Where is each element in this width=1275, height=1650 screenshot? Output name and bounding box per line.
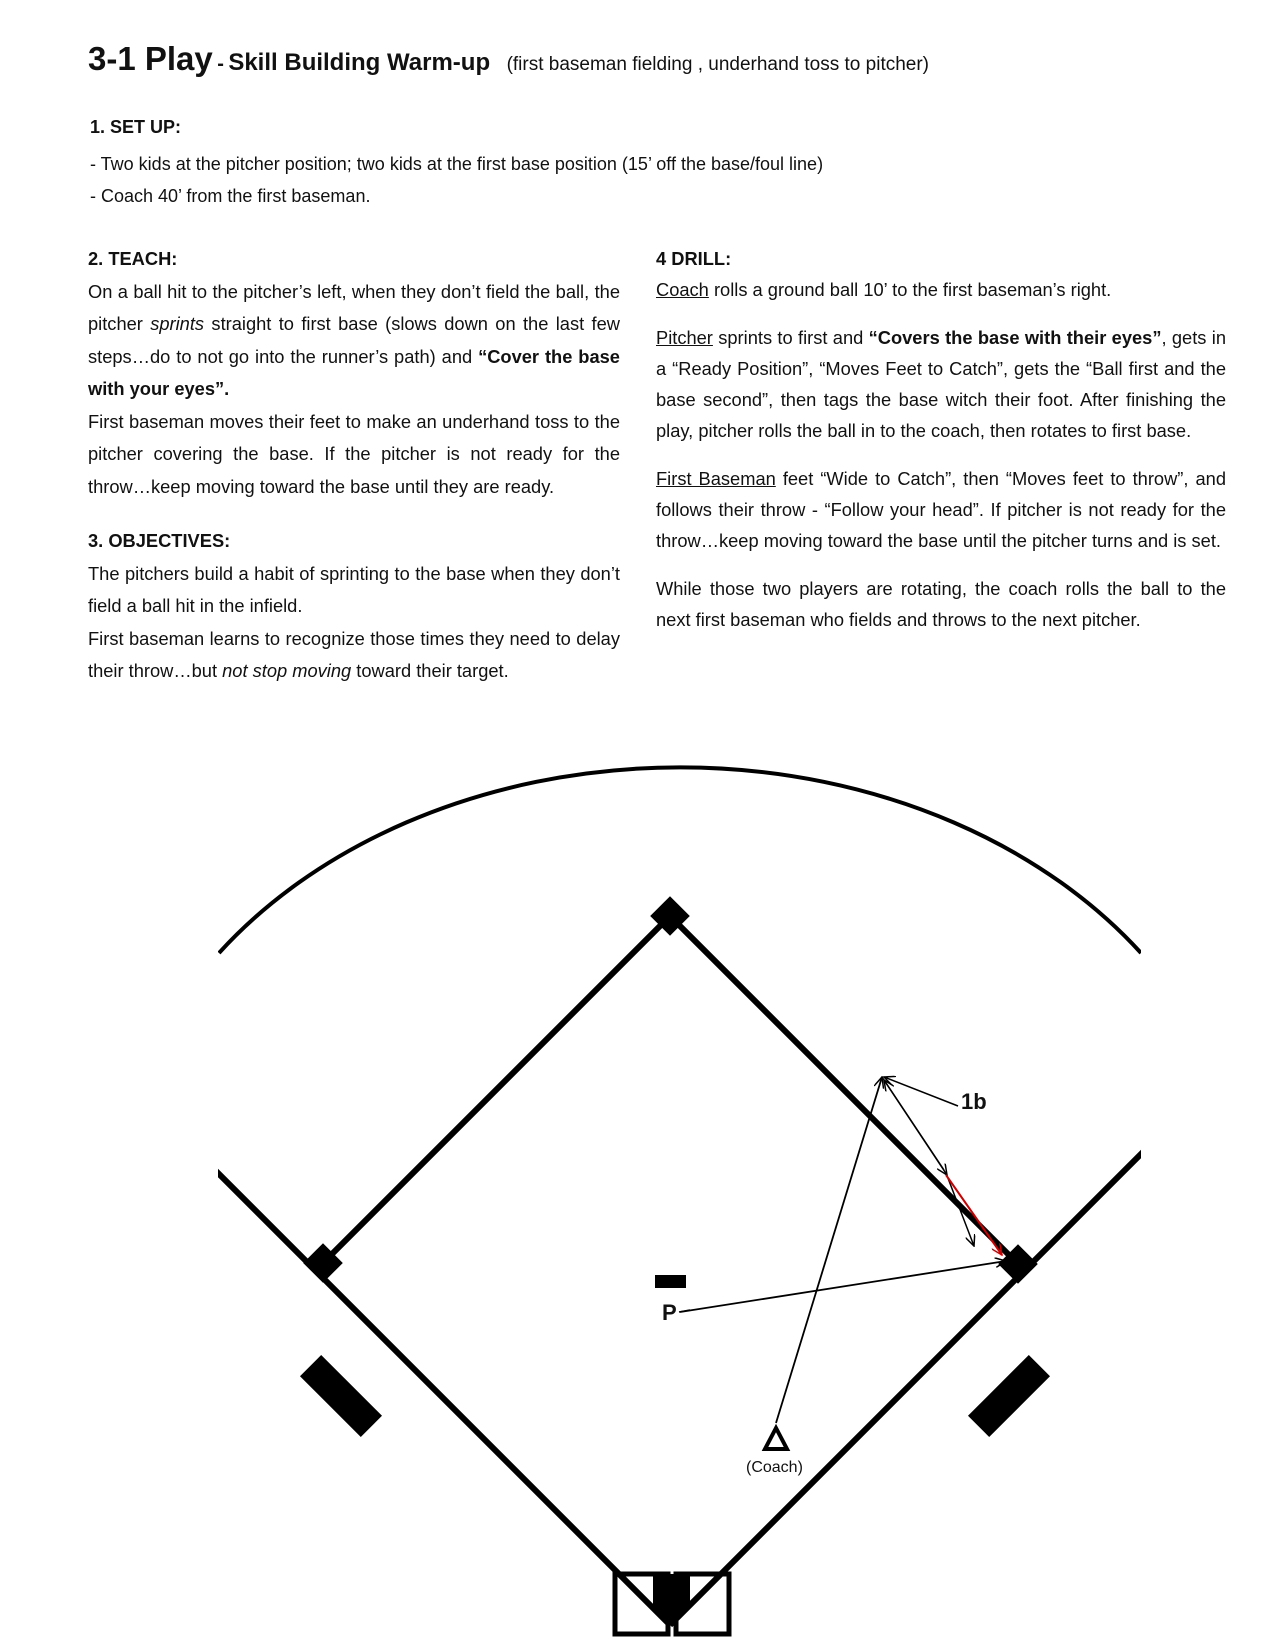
drill-text: , gets in a “Ready Position”, “Moves Feet to Catch”, gets the “Ball first and the base second”, then tags the base witch their foot. After finishing the play, pitcher rolls the ball in to the coach, then rotates to first base. xyxy=(656,327,1226,441)
teach-heading: 2. TEACH: xyxy=(88,248,178,269)
objectives-text-b: toward their target. xyxy=(351,660,509,681)
teach-text-a: On a ball hit to the pitcher’s left, when they don’t field the ball, the pitcher xyxy=(88,280,620,334)
drill-bold: “Covers the base with their eyes” xyxy=(868,327,1162,348)
drill-text: feet “Wide to Catch”, then “Moves feet to throw”, and follows their throw - “Follow your head”. If pitcher is not ready for the throw…keep moving toward the base until the pitcher turns and is set. xyxy=(656,468,1226,551)
drill-text: sprints to first and xyxy=(712,327,869,348)
coach-marker xyxy=(765,1428,787,1449)
objectives-paragraph-1: The pitchers build a habit of sprinting to the base when they don’t field a ball hit in the infield. xyxy=(88,562,620,616)
label-pointer-p xyxy=(679,1310,690,1312)
teach-bold: “Cover the base with your eyes”. xyxy=(88,345,620,399)
label-pitcher: P xyxy=(662,1300,677,1325)
setup-heading: 1. SET UP: xyxy=(90,117,182,137)
foul-line-left xyxy=(190,1145,670,1625)
title-main: 3-1 Play xyxy=(88,40,213,77)
title-sub: Skill Building Warm-up xyxy=(228,49,491,76)
objectives-emphasis: not stop moving xyxy=(222,660,352,681)
objectives-text-a: First baseman learns to recognize those times they need to delay their throw…but xyxy=(88,627,620,681)
first-base-coach-box xyxy=(968,1355,1050,1437)
title-dash: - xyxy=(217,53,224,75)
teach-emphasis: sprints xyxy=(150,313,205,334)
drill-coach-label: Coach xyxy=(656,279,709,300)
drill-pitcher-label: Pitcher xyxy=(656,327,713,348)
pitcher-run-arrow xyxy=(680,1261,1006,1312)
title-note: (first baseman fielding , underhand toss to pitcher) xyxy=(506,54,930,75)
coach-roll-arrow xyxy=(776,1077,882,1423)
pitchers-rubber xyxy=(655,1275,686,1288)
drill-heading: 4 DRILL: xyxy=(656,248,732,269)
basepath-third-to-second xyxy=(323,916,670,1263)
objectives-heading: 3. OBJECTIVES: xyxy=(88,530,231,551)
label-1b: 1b xyxy=(961,1089,987,1114)
drill-first-baseman-label: First Baseman xyxy=(656,468,776,489)
teach-text-b: straight to first base (slows down on the last few steps…do to not go into the runner’s path) and xyxy=(88,313,620,367)
drill-text: rolls a ground ball 10’ to the first baseman’s right. xyxy=(708,279,1112,300)
setup-line: - Coach 40’ from the first baseman. xyxy=(90,186,371,206)
setup-line: - Two kids at the pitcher position; two kids at the first base position (15’ off the base/foul line) xyxy=(90,154,824,174)
label-pointer-1b xyxy=(884,1077,958,1106)
teach-paragraph-2: First baseman moves their feet to make an underhand toss to the pitcher covering the base. If the pitcher is not ready for the throw…keep moving toward the base until they are ready. xyxy=(88,410,620,497)
third-base-coach-box xyxy=(300,1355,382,1437)
drill-paragraph-4: While those two players are rotating, the coach rolls the ball to the next first baseman who fields and throws to the next pitcher. xyxy=(656,578,1226,630)
label-coach: (Coach) xyxy=(746,1459,803,1476)
toss-arrow xyxy=(946,1175,1002,1255)
foul-line-right xyxy=(670,1145,1150,1625)
